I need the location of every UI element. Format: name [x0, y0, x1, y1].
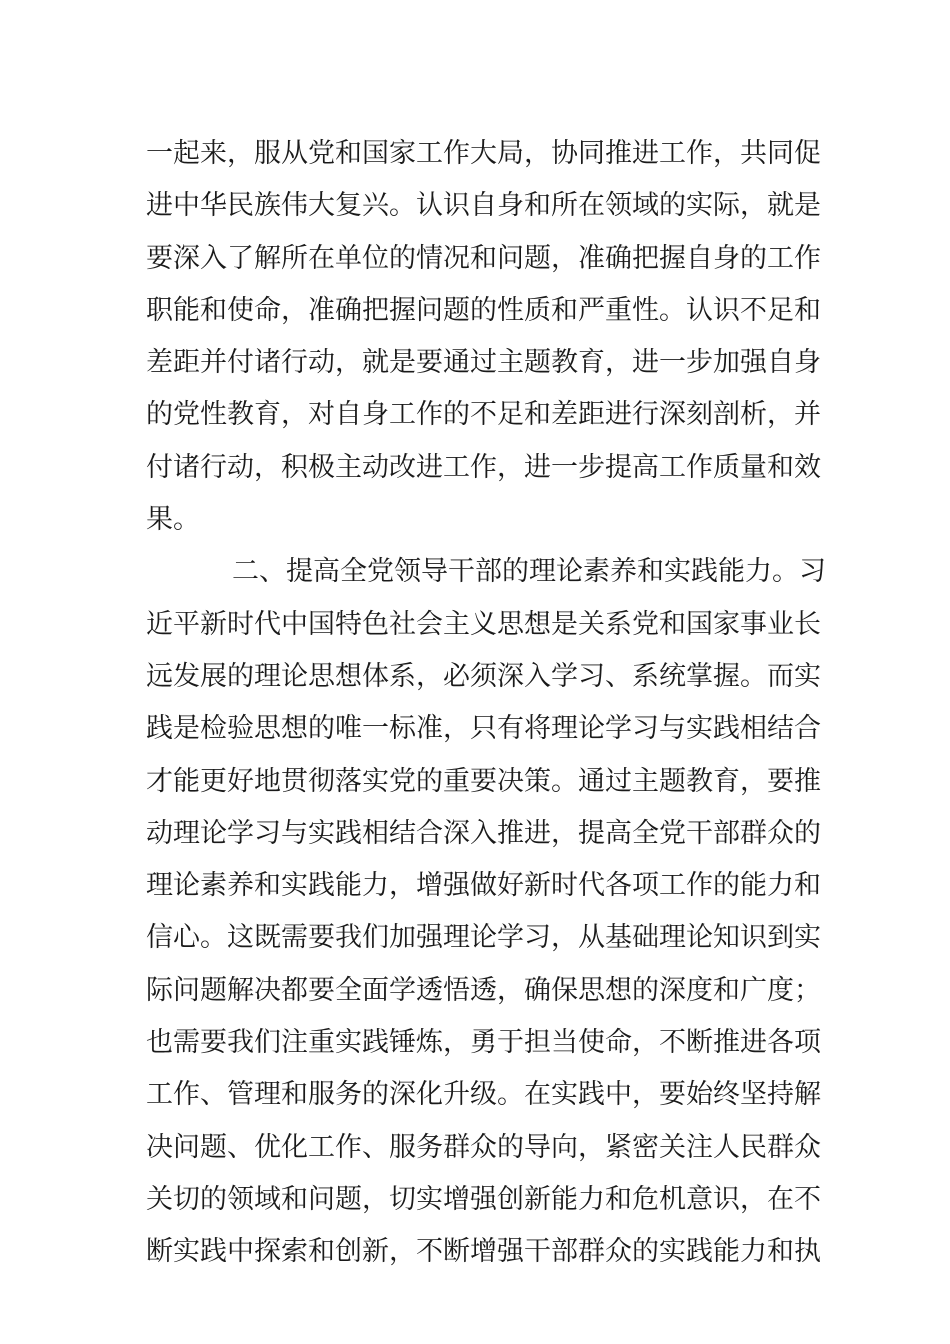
text-line: 差距并付诸行动，就是要通过主题教育，进一步加强自身: [146, 347, 821, 379]
text-line: 理论素养和实践能力，增强做好新时代各项工作的能力和: [146, 870, 821, 902]
text-line: 决问题、优化工作、服务群众的导向，紧密关注人民群众: [146, 1131, 821, 1163]
text-line: 信心。这既需要我们加强理论学习，从基础理论知识到实: [146, 922, 821, 954]
text-line: 付诸行动，积极主动改进工作，进一步提高工作质量和效: [146, 451, 821, 483]
text-line: 要深入了解所在单位的情况和问题，准确把握自身的工作: [146, 242, 821, 274]
body-text: [146, 128, 826, 1279]
text-line: 才能更好地贯彻落实党的重要决策。通过主题教育，要推: [146, 765, 821, 797]
text-line: 际问题解决都要全面学透悟透，确保思想的深度和广度；: [146, 974, 821, 1006]
text-line: 果。: [146, 504, 200, 536]
text-line: 关切的领域和问题，切实增强创新能力和危机意识，在不: [146, 1183, 821, 1215]
text-line: 远发展的理论思想体系，必须深入学习、系统掌握。而实: [146, 660, 821, 692]
text-line: 动理论学习与实践相结合深入推进，提高全党干部群众的: [146, 817, 821, 849]
text-line: 工作、管理和服务的深化升级。在实践中，要始终坚持解: [146, 1079, 821, 1111]
text-line: 近平新时代中国特色社会主义思想是关系党和国家事业长: [146, 608, 821, 640]
text-line: 的党性教育，对自身工作的不足和差距进行深刻剖析，并: [146, 399, 821, 431]
text-line: 进中华民族伟大复兴。认识自身和所在领域的实际，就是: [146, 190, 821, 222]
text-line: 职能和使命，准确把握问题的性质和严重性。认识不足和: [146, 294, 821, 326]
text-line: 一起来，服从党和国家工作大局，协同推进工作，共同促: [146, 138, 821, 169]
text-line: 践是检验思想的唯一标准，只有将理论学习与实践相结合: [146, 713, 821, 745]
text-line: 也需要我们注重实践锤炼，勇于担当使命，不断推进各项: [146, 1027, 821, 1059]
text-line: 断实践中探索和创新，不断增强干部群众的实践能力和执: [146, 1236, 821, 1268]
section-heading-line: 二、提高全党领导干部的理论素养和实践能力。习: [232, 556, 826, 588]
